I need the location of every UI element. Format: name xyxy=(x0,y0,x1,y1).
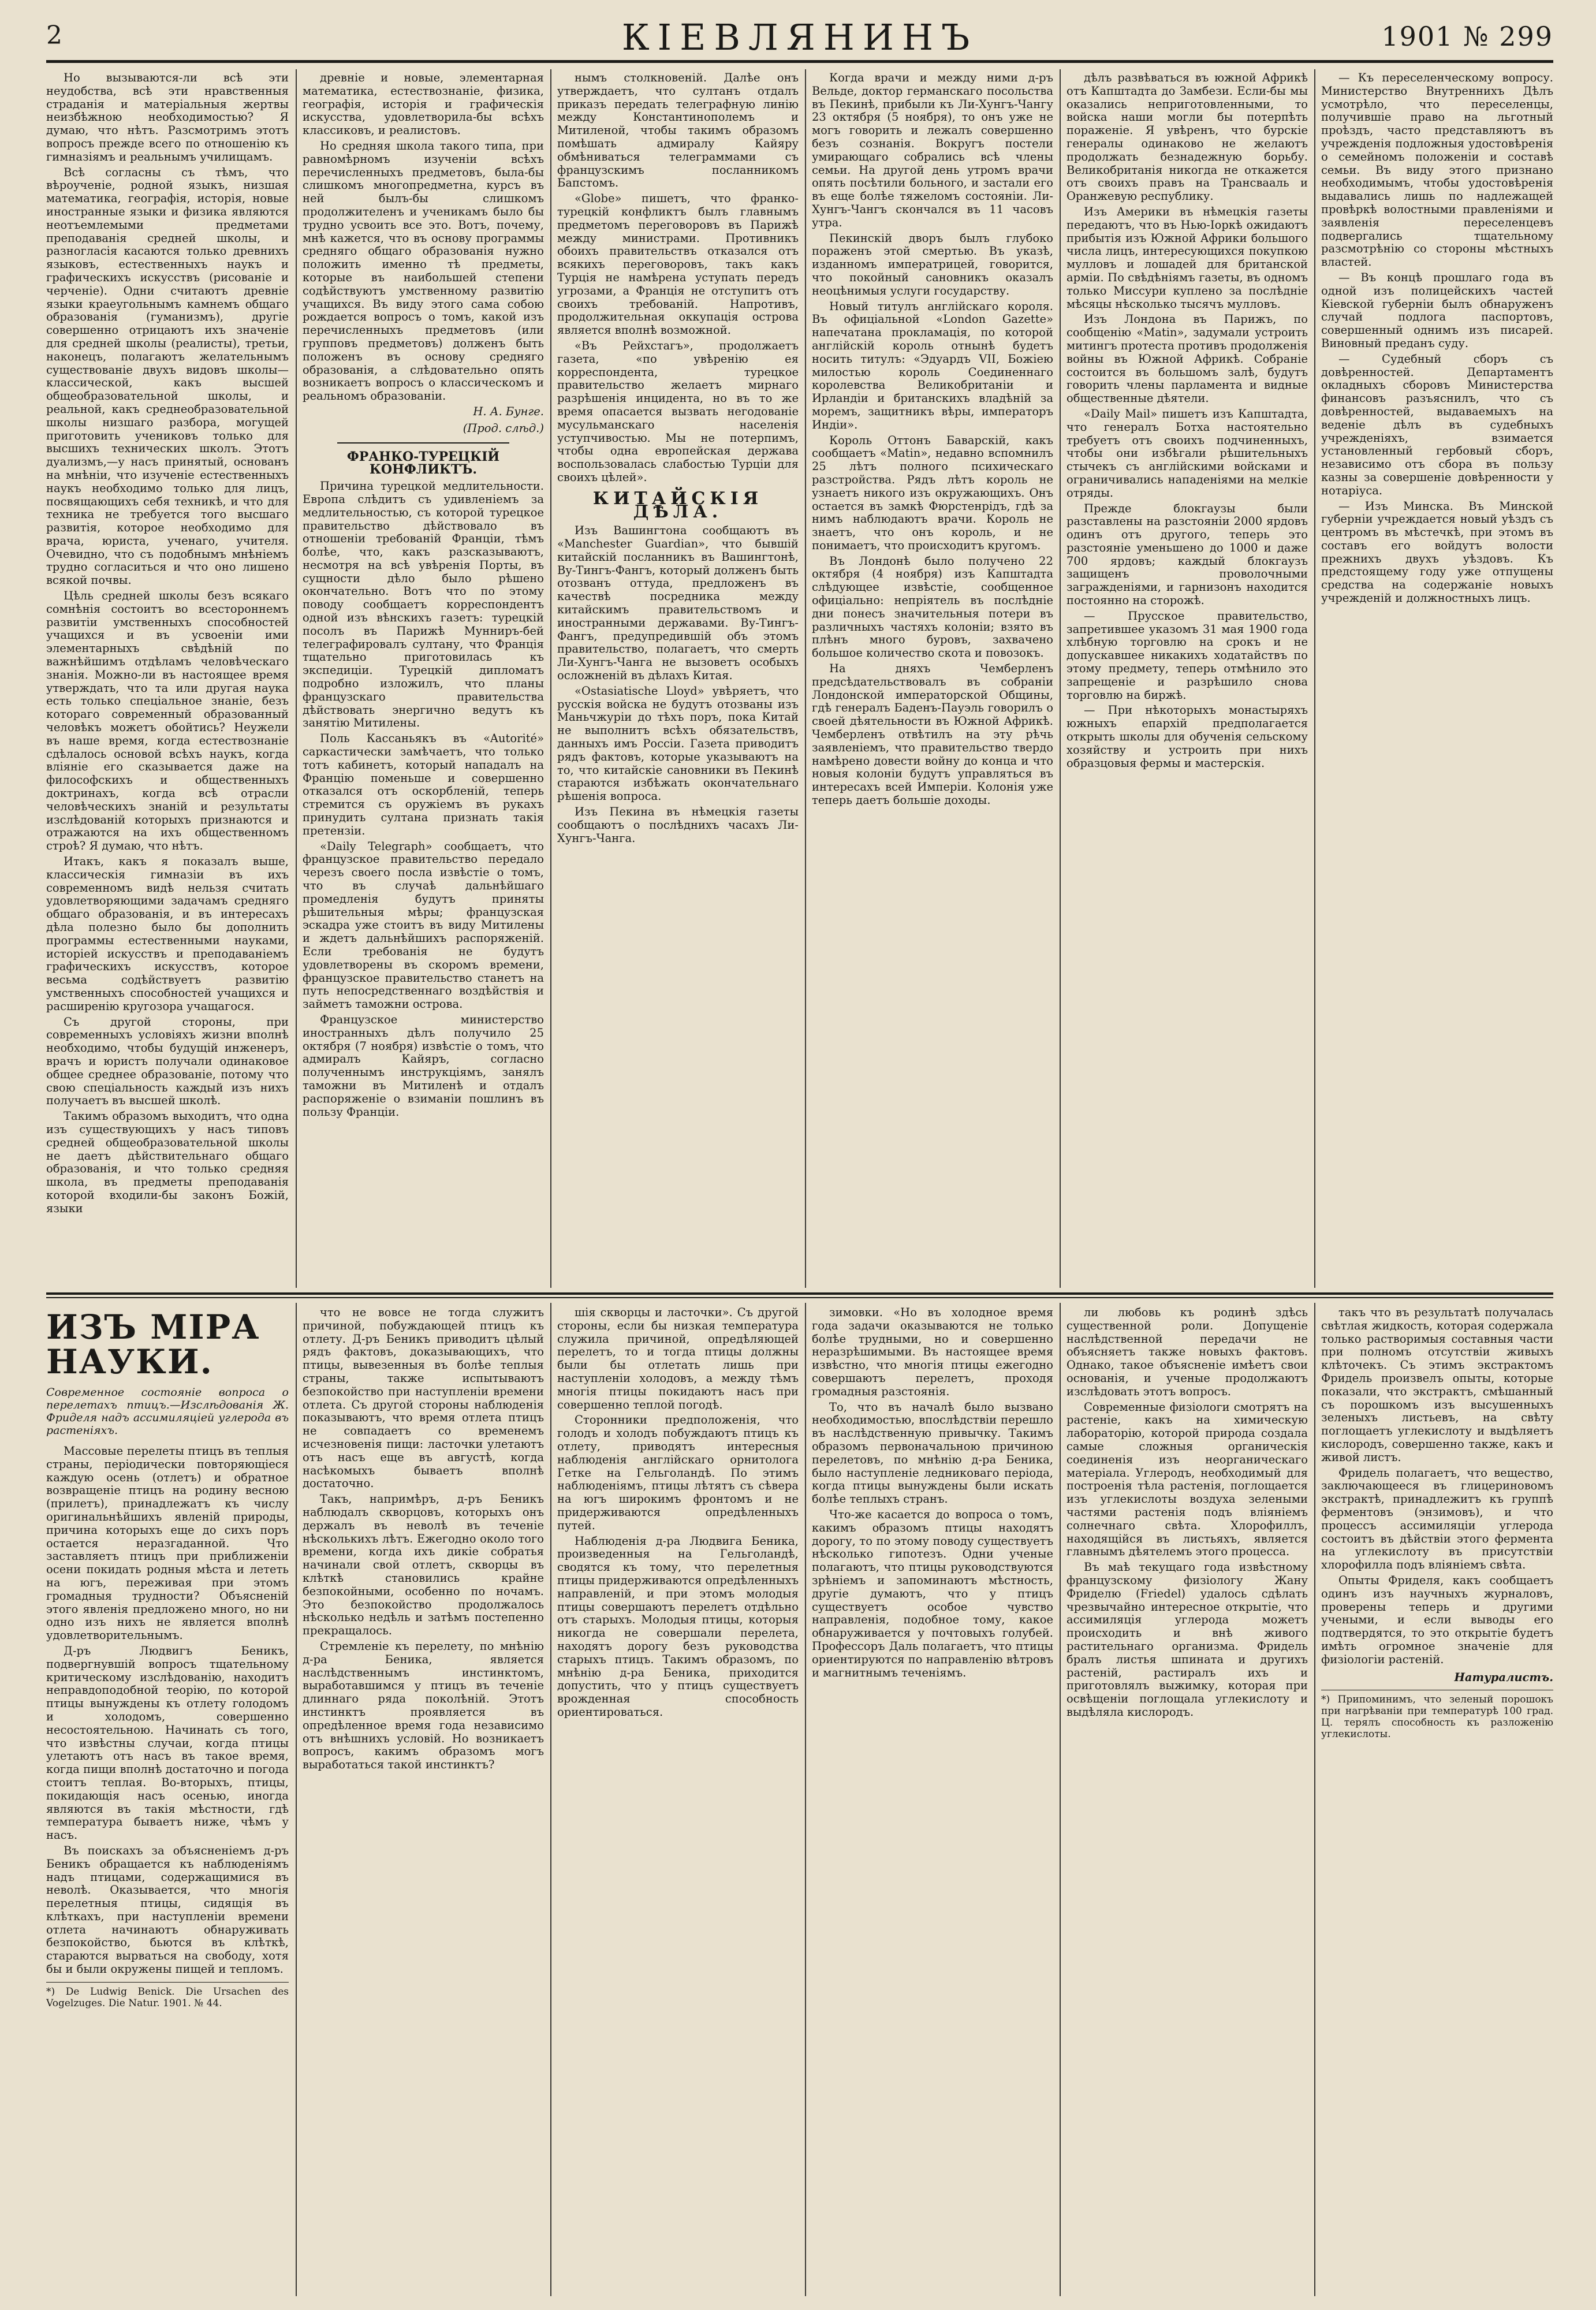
paragraph: Цѣль средней школы безъ всякаго сомнѣнія состоитъ во всестороннемъ развитіи умственныхъ способностей учащихся и въ усвоеніи ими элементарныхъ свѣдѣній по важнѣйшимъ отдѣламъ человѣческаго знанія. Можно-ли въ настоящее время утверждать, что та или другая наука есть только спеціальное знаніе, безъ котораго современный образованный человѣкъ можетъ обойтись? Неужели въ наше время, когда естествознаніе сдѣлалось основой всѣхъ наукъ, когда вліяніе его сказывается даже на философскихъ и общественныхъ доктринахъ, когда всѣ отрасли человѣческихъ знаній и результаты изслѣдованій которыхъ признаются и отражаются на ихъ общественномъ строѣ? Я думаю, что нѣтъ. xyxy=(46,589,289,853)
paragraph: Всѣ согласны съ тѣмъ, что вѣроученіе, родной языкъ, низшая математика, географія, исторія, новые иностранные языки и физика являются неотъемлемыми предметами преподаванія средней школы, и разногласія касаются только древнихъ языковъ, естественныхъ наукъ и графическихъ искусствъ (рисованіе и черченіе). Одни считаютъ древніе языки краеугольнымъ камнемъ общаго образованія (гуманизмъ), другіе совершенно отрицаютъ ихъ значеніе для средней школы (реалисты), третьи, наконецъ, полагаютъ желательнымъ существованіе двухъ видовъ школы—классической, какъ высшей общеобразовательной школы, и реальной, какъ среднеобразовательной школы низшаго разбора, могущей приготовить учениковъ только для высшихъ технических школъ. Этотъ дуализмъ,—у насъ принятый, основанъ на мнѣніи, что изученіе естественныхъ наукъ необходимо только для лицъ, посвящающихъ себя техникѣ, и что для техника не требуется того высшаго развитія, которое необходимо для врача, юриста, ученаго, учителя. Очевидно, что съ подобнымъ мнѣніемъ трудно согласиться и что оно лишено всякой почвы. xyxy=(46,165,289,587)
column-divider xyxy=(805,1303,806,2296)
paragraph: «Въ Рейхстагъ», продолжаетъ газета, «по увѣренію ея корреспондента, турецкое правительство желаетъ мирнаго разрѣшенія инцидента, но въ то же время опасается вызвать негодованіе мусульманскаго населенія уступчивостью. Мы не потерпимъ, чтобы одна европейская держава воспользовалась слабостью Турціи для своихъ цѣлей». xyxy=(557,338,799,484)
paragraph: Изъ Вашингтона сообщаютъ въ «Manchester Guardian», что бывшій китайскій посланникъ въ Вашингтонѣ, Ву-Тингъ-Фангъ, который долженъ быть отозванъ оттуда, предложенъ въ качествѣ посредника между китайскимъ правительствомъ и иностранными державами. Ву-Тингъ-Фангъ, предупредившій объ этомъ правительство, полагаетъ, что смерть Ли-Хунгъ-Чанга не вызоветъ особыхъ осложненій въ дѣлахъ Китая. xyxy=(557,524,799,683)
paragraph: Пекинскій дворъ былъ глубоко пораженъ этой смертью. Въ указѣ, изданномъ императрицей, говорится, что покойный сановникъ оказалъ неоцѣнимыя услуги государству. xyxy=(812,231,1053,297)
paragraph: Д-ръ Людвигъ Беникъ, подвергнувшій вопросъ тщательному критическому изслѣдованію, находитъ неправдоподобной теорію, по которой птицы вынуждены къ отлету голодомъ и холодомъ, совершенно несостоятельною. Начинать съ того, что извѣстны случаи, когда птицы улетаютъ отъ насъ въ такое время, когда пищи вполнѣ достаточно и погода стоитъ теплая. Во-вторыхъ, птицы, покидающія насъ осенью, иногда являются въ такія мѣстности, гдѣ температура бываетъ ниже, чѣмъ у насъ. xyxy=(46,1644,289,1842)
feuilleton-rule xyxy=(46,1292,1553,1295)
paragraph: Наблюденія д-ра Людвига Беника, произведенныя на Гельголандѣ, сводятся къ тому, что перелетныя птицы придерживаются опредѣленныхъ направленій, и при этомъ молодыя птицы совершаютъ перелетъ отдѣльно отъ старыхъ. Молодыя птицы, которыя никогда не совершали перелета, находятъ дорогу безъ руководства старыхъ птицъ. Такимъ образомъ, по мнѣнію д-ра Беника, приходится допустить, что у птицъ существуетъ врожденная способность ориентироваться. xyxy=(557,1534,799,1719)
paragraph: нымъ столкновеній. Далѣе онъ утверждаетъ, что султанъ отдалъ приказъ передать телеграфную линію между Константинополемъ и Митиленой, чтобы такимъ образомъ помѣшать адмиралу Кайяру обмѣниваться телеграммами съ французскимъ посланникомъ Бапстомъ. xyxy=(557,72,799,190)
paragraph: древніе и новые, элементарная математика, естествознаніе, физика, географія, исторія и графическія искусства, удовлетворила-бы всѣхъ классиковъ, и реалистовъ. xyxy=(303,72,544,137)
paragraph: шія скворцы и ласточки». Съ другой стороны, если бы низкая температура служила причиной, опредѣляющей перелетъ, то и тогда птицы должны были бы отлетать лишь при наступленіи холодовъ, а между тѣмъ многія птицы покидаютъ насъ при совершенно теплой погодѣ. xyxy=(557,1306,799,1411)
paragraph: — При нѣкоторыхъ монастыряхъ южныхъ епархій предполагается открыть школы для обученія сельскому хозяйству и устроить при нихъ образцовыя фермы и мастерскія. xyxy=(1067,703,1308,770)
column-divider xyxy=(1314,69,1315,1288)
column-divider xyxy=(1060,69,1061,1288)
paragraph: Опыты Фриделя, какъ сообщаетъ одинъ изъ научныхъ журналовъ, проверены теперь и другими учеными, и если выводы его подтвердятся, то это открытіе будетъ имѣть огромное значеніе для физіологіи растеній. xyxy=(1321,1573,1553,1666)
science-column-1 xyxy=(46,1306,289,2294)
paragraph: Такъ, напримѣръ, д-ръ Беникъ наблюдалъ скворцовъ, которыхъ онъ держалъ въ неволѣ въ теченіе нѣсколькихъ лѣтъ. Ежегодно около того времени, когда ихъ дикіе собратья начинали свой отлетъ, скворцы въ клѣткѣ становились крайне безпокойными, особенно по ночамъ. Это безпокойство продолжалось нѣсколько недѣль и затѣмъ постепенно прекращалось. xyxy=(303,1492,544,1638)
paragraph: «Daily Mail» пишетъ изъ Капштадта, что генералъ Ботха настоятельно требуетъ отъ своихъ подчиненныхъ, чтобы они избѣгали рѣшительныхъ стычекъ съ англійскими войсками и ограничивались нападеніями на мелкіе отряды. xyxy=(1067,407,1308,500)
paragraph: Итакъ, какъ я показалъ выше, классическія гимназіи въ ихъ современномъ видѣ нельзя считать удовлетворяющими задачамъ средняго общаго образованія, и въ интересахъ дѣла полезно было бы дополнить программы естественными науками, исторіей искусствъ и преподаваніемъ графическихъ искусствъ, которое весьма содѣйствуетъ развитію умственныхъ способностей учащихся и расширенію кругозора учащагося. xyxy=(46,855,289,1013)
paragraph: Массовые перелеты птицъ въ теплыя страны, періодически повторяющіеся каждую осень (отлетъ) и обратное возвращеніе птицъ на родину весною (прилетъ), принадлежатъ къ числу оригинальнѣйшихъ явленій природы, причина которыхъ еще до сихъ поръ остается неразгаданной. Что заставляетъ птицъ при приближеніи осени покидать родныя мѣста и лететь на югъ, переживая при этомъ громадныя трудности? Объясненій этого явленія предложено много, но ни одно изъ нихъ не является вполнѣ удовлетворительнымъ. xyxy=(46,1444,289,1642)
paragraph: зимовки. «Но въ холодное время года задачи оказываются не только болѣе трудными, но и совершенно неразрѣшимыми. Въ настоящее время извѣстно, что многія птицы ежегодно совершаютъ перелетъ, проходя громадныя разстоянія. xyxy=(812,1306,1053,1398)
paragraph: Изъ Пекина въ нѣмецкія газеты сообщаютъ о послѣднихъ часахъ Ли-Хунгъ-Чанга. xyxy=(557,805,799,845)
page-number: 2 xyxy=(46,21,62,50)
paragraph: Новый титулъ англійскаго короля. Въ офиціальной «London Gazette» напечатана прокламація, по которой англійскій король отнынѣ будетъ носить титулъ: «Эдуардъ VII, Божіею милостью король Соединеннаго королевства Великобританіи и Ирландіи и британскихъ владѣній за моремъ, защитникъ вѣры, императоръ Индіи». xyxy=(812,299,1053,431)
paragraph: Въ маѣ текущаго года извѣстному французскому физіологу Жану Фриделю (Friedel) удалось сдѣлать чрезвычайно интересное открытіе, что ассимиляція углерода можетъ происходить и внѣ живого растительнаго организма. Фридель бралъ листья шпината и другихъ растеній, растиралъ ихъ и приготовлялъ выжимку, которая при освѣщеніи поглощала углекислоту и выдѣляла кислородъ. xyxy=(1067,1560,1308,1719)
column-divider xyxy=(805,69,806,1288)
section-heading: КИТАЙСКІЯ ДѢЛА. xyxy=(592,488,763,522)
footnote: *) De Ludwig Benick. Die Ursachen des Vogelzuges. Die Natur. 1901. № 44. xyxy=(46,1982,289,2009)
footnote: *) Припоминимъ, что зеленый порошокъ при нагрѣваніи при температурѣ 100 град. Ц. терялъ способность къ разложенію углекислоты. xyxy=(1321,1690,1553,1740)
paragraph: Въ поискахъ за объясненіемъ д-ръ Беникъ обращается къ наблюденіямъ надъ птицами, содержащимися въ неволѣ. Оказывается, что многія перелетныя птицы, сидящія въ клѣткахъ, при наступленіи времени отлета начинаютъ обнаруживать безпокойство, бьются въ клѣткѣ, стараются вырваться на свободу, хотя бы и были окружены пищей и тепломъ. xyxy=(46,1843,289,1976)
column-divider xyxy=(1314,1303,1315,2296)
paragraph: что не вовсе не тогда служитъ причиной, побуждающей птицъ къ отлету. Д-ръ Беникъ приводитъ цѣлый рядъ фактовъ, доказывающихъ, что птицы, вывезенныя въ болѣе теплыя страны, также испытываютъ безпокойство при наступленіи времени отлета. Съ другой стороны наблюденія показываютъ, что время отлета птицъ не совпадаетъ со временемъ исчезновенія пищи: ласточки улетаютъ отъ насъ еще въ августѣ, когда насѣкомыхъ бываетъ вполнѣ достаточно. xyxy=(303,1306,544,1491)
column-divider xyxy=(550,69,551,1288)
paragraph: — Въ концѣ прошлаго года въ одной изъ полицейскихъ частей Кіевской губерніи былъ обнаруженъ случай подлога паспортовъ, совершенный однимъ изъ писарей. Виновный преданъ суду. xyxy=(1321,270,1553,350)
article-separator xyxy=(337,442,509,444)
paragraph: Когда врачи и между ними д-ръ Вельде, доктор германскаго посольства въ Пекинѣ, прибыли къ Ли-Хунгъ-Чангу 23 октября (5 ноября), то онъ уже не могъ говорить и лежалъ совершенно безъ сознанія. Вокругъ постели умирающаго собрались всѣ члены семьи. На другой день утромъ врачи опять посѣтили больного, и застали его въ еще болѣе тяжеломъ состояніи. Ли-Хунгъ-Чангъ скончался въ 11 часовъ утра. xyxy=(812,72,1053,229)
article-heading: ФРАНКО-ТУРЕЦКІЙ КОНФЛИКТЪ. xyxy=(346,449,500,478)
paragraph: Что-же касается до вопроса о томъ, какимъ образомъ птицы находятъ дорогу, то по этому поводу существуетъ нѣсколько гипотезъ. Одни ученые полагаютъ, что птицы руководствуются зрѣніемъ и запоминаютъ мѣстность, другіе думаютъ, что у птицъ существуетъ особое чувство направленія, подобное тому, какое обнаруживается у почтовыхъ голубей. Профессоръ Даль полагаетъ, что птицы ориентируются по направленію вѣтровъ и магнитнымъ теченіямъ. xyxy=(812,1507,1053,1679)
top-column-5 xyxy=(1067,72,1308,1284)
column-divider xyxy=(1060,1303,1061,2296)
top-column-3 xyxy=(557,72,799,1284)
paragraph: Сторонники предположенія, что голодъ и холодъ побуждаютъ птицъ къ отлету, приводятъ интересныя наблюденія англійскаго орнитолога Гетке на Гельголандѣ. По этимъ наблюденіямъ, птицы лѣтятъ съ сѣвера на югъ широкимъ фронтомъ и не придерживаются опредѣленныхъ путей. xyxy=(557,1413,799,1532)
paragraph: — Къ переселенческому вопросу. Министерство Внутреннихъ Дѣлъ усмотрѣло, что переселенцы, получившіе право на льготный проѣздъ, часто представляютъ въ учрежденія подложныя удостовѣренія о семейномъ положеніи и составѣ семьи. Въ виду этого признано необходимымъ, чтобы удостовѣренія выдавались лишь по надлежащей провѣркѣ волостными правленіями и заявленія переселенцевъ подвергались тщательному разсмотрѣнію со стороны мѣстныхъ властей. xyxy=(1321,72,1553,269)
paragraph: дѣлъ развѣваться въ южной Африкѣ отъ Капштадта до Замбези. Если-бы мы оказались неприготовленными, то войска наши могли бы потерпѣть пораженіе. Я увѣренъ, что бурскіе генералы одинаково не желаютъ продолжать безнадежную борьбу. Великобританія никогда не откажется отъ своихъ правъ на Трансвааль и Оранжевую республику. xyxy=(1067,72,1308,203)
masthead xyxy=(46,16,1553,57)
paragraph: Поль Кассаньякъ въ «Autorité» саркастически замѣчаетъ, что только тотъ кабинетъ, который нападалъ на Францію поменьше и совершенно отказался отъ оскорбленій, теперь стремится съ оружіемъ въ рукахъ принудить султана признать такія претензіи. xyxy=(303,732,544,837)
continued-note: (Прод. слѣд.) xyxy=(463,421,544,435)
paragraph: «Daily Telegraph» сообщаетъ, что французское правительство передало черезъ своего посла извѣстіе о томъ, что въ случаѣ дальнѣйшаго промедленія будутъ приняты рѣшительныя мѣры; французская эскадра уже стоитъ въ виду Митилены и ждетъ дальнѣйшихъ распоряженій. Если требованія не будутъ удовлетворены въ скоромъ времени, французское правительство станетъ на путь непосредственнаго воздѣйствія и займетъ таможни острова. xyxy=(303,839,544,1011)
paragraph: То, что въ началѣ было вызвано необходимостью, впослѣдствіи перешло въ наслѣдственную привычку. Такимъ образомъ первоначальною причиною перелетовъ, по мнѣнію д-ра Беника, было наступленіе ледниковаго періода, когда птицы вынуждены были искать болѣе теплыхъ странъ. xyxy=(812,1400,1053,1506)
top-column-1 xyxy=(46,72,289,1284)
column-divider xyxy=(296,69,297,1288)
paragraph: — Судебный сборъ съ довѣренностей. Департаментъ окладныхъ сборовъ Министерства финансовъ разъяснилъ, что съ довѣренностей, выдаваемыхъ на веденіе дѣлъ въ судебныхъ учрежденіяхъ, взимается установленный гербовый сборъ, независимо отъ сбора въ пользу казны за совершеніе довѣренности у нотаріуса. xyxy=(1321,352,1553,497)
paragraph: Причина турецкой медлительности. Европа слѣдитъ съ удивленіемъ за медлительностью, съ которой турецкое правительство дѣйствовало въ отношеніи требованій Франціи, тѣмъ болѣе, что, какъ разсказываютъ, несмотря на всѣ увѣренія Порты, въ сущности дѣло было рѣшено окончательно. Вотъ что по этому поводу сообщаетъ корреспондентъ одной изъ вѣнскихъ газетъ: турецкій посолъ въ Парижѣ Мунниръ-бей телеграфировалъ султану, что Франція тщательно приготовилась къ экспедиціи. Турецкій дипломатъ подробно изложилъ, что планы французскаго правительства дѣйствовать энергично ведутъ къ занятію Митилены. xyxy=(303,479,544,730)
paragraph: Стремленіе къ перелету, по мнѣнію д-ра Беника, является наслѣдственнымъ инстинктомъ, выработавшимся у птицъ въ теченіе длиннаго ряда поколѣній. Этотъ инстинктъ проявляется въ опредѣленное время года независимо отъ внѣшнихъ условій. Но возникаетъ вопросъ, какимъ образомъ могъ выработаться такой инстинктъ? xyxy=(303,1639,544,1772)
paragraph: Съ другой стороны, при современныхъ условіяхъ жизни вполнѣ необходимо, чтобы будущій инженеръ, врачъ и юристъ получали одинаковое общее среднее образованіе, потому что свою спеціальность каждый изъ нихъ получаетъ въ высшей школѣ. xyxy=(46,1015,289,1108)
paragraph: — Изъ Минска. Въ Минской губерніи учреждается новый уѣздъ съ центромъ въ мѣстечкѣ, при этомъ въ составъ его войдутъ волости прежнихъ двухъ уѣздовъ. Къ предстоящему году уже отпущены средства на содержаніе новыхъ учрежденій и должностныхъ лицъ. xyxy=(1321,499,1553,605)
paragraph: «Globe» пишетъ, что франко-турецкій конфликтъ былъ главнымъ предметомъ переговоровъ въ Парижѣ между министрами. Противникъ обоихъ правительствъ отказался отъ всякихъ переговоровъ, такъ какъ Турція не намѣрена уступать передъ угрозами, а Франція не отступитъ отъ своихъ требованій. Напротивъ, продолжительная оккупація острова является вполнѣ возможной. xyxy=(557,192,799,337)
author-signature: Н. А. Бунге. xyxy=(473,404,544,418)
paragraph: Изъ Америки въ нѣмецкія газеты передаютъ, что въ Нью-Іоркѣ ожидаютъ прибытія изъ Южной Африки большого числа лицъ, интересующихся покупкою мулловъ и лошадей для британской арміи. По свѣдѣніямъ газеты, въ одномъ только Миссури куплено за послѣдніе мѣсяцы нѣсколько тысячъ мулловъ. xyxy=(1067,204,1308,311)
science-column-6 xyxy=(1321,1306,1553,2294)
issue-number: 1901 № 299 xyxy=(1381,21,1553,52)
science-column-3 xyxy=(557,1306,799,2294)
feuilleton-title: ИЗЪ МІРА НАУКИ. xyxy=(46,1307,260,1381)
paragraph: Но средняя школа такого типа, при равномѣрномъ изученіи всѣхъ перечисленныхъ предметовъ, была-бы слишкомъ многопредметна, курсъ въ ней былъ-бы слишкомъ продолжителенъ и ученикамъ было бы трудно усвоить все это. Вотъ, почему, мнѣ кажется, что въ основу программы средняго общаго образованія нужно положить именно тѣ предметы, которые въ наибольшей степени содѣйствуютъ умственному развитію учащихся. Въ виду этого сама собою рождается вопросъ о томъ, какой изъ перечисленныхъ предметовъ (или групповъ предметовъ) долженъ быть положенъ въ основу средняго образованія, а слѣдовательно опять возникаетъ вопросъ о классическомъ и реальномъ образованіи. xyxy=(303,139,544,403)
paragraph: Современные физіологи смотрятъ на растеніе, какъ на химическую лабораторію, которой природа создала самые сложныя органическія соединенія изъ неорганическаго матеріала. Углеродъ, необходимый для построенія тѣла растенія, поглощается изъ углекислоты воздуха зелеными частями растенія подъ вліяніемъ солнечнаго свѣта. Хлорофиллъ, находящійся въ листьяхъ, является главнымъ дѣятелемъ этого процесса. xyxy=(1067,1400,1308,1559)
science-column-5 xyxy=(1067,1306,1308,2294)
paragraph: На дняхъ Чемберленъ предсѣдательствовалъ въ собраніи Лондонской императорской Общины, гдѣ генералъ Баденъ-Пауэль говорилъ о своей дѣятельности въ Южной Африкѣ. Чемберленъ отвѣтилъ на эту рѣчь заявленіемъ, что правительство твердо намѣрено довести войну до конца и что новыя колоніи будутъ управляться въ интересахъ всей Имперіи. Колонія уже теперь даетъ большіе доходы. xyxy=(812,662,1053,807)
feuilleton-rule-thin xyxy=(46,1297,1553,1298)
science-column-2 xyxy=(303,1306,544,2294)
paragraph: Фридель полагаетъ, что вещество, заключающееся въ глицериновомъ экстрактѣ, принадлежитъ къ группѣ ферментовъ (энзимовъ), и что процессъ ассимиляціи углерода состоитъ въ дѣйствіи этого фермента на углекислоту въ присутствіи хлорофилла подъ вліяніемъ свѣта. xyxy=(1321,1466,1553,1572)
paragraph: — Прусское правительство, запретившее указомъ 31 мая 1900 года хлѣбную торговлю на срокъ и не допускавшее никакихъ ходатайствъ по этому предмету, теперь отмѣнило это запрещеніе и разрѣшило снова торговлю на биржѣ. xyxy=(1067,609,1308,702)
paragraph: Французское министерство иностранныхъ дѣлъ получило 25 октября (7 ноября) извѣстіе о томъ, что адмиралъ Кайяръ, согласно полученнымъ инструкціямъ, занялъ таможни въ Митиленѣ и отдалъ распоряженіе о взиманіи пошлинъ въ пользу Франціи. xyxy=(303,1012,544,1119)
column-divider xyxy=(550,1303,551,2296)
science-column-4 xyxy=(812,1306,1053,2294)
newspaper-title: КІЕВЛЯНИНЪ xyxy=(621,16,978,58)
author-signature: Натуралистъ. xyxy=(1454,1670,1553,1684)
paragraph: такъ что въ результатѣ получалась свѣтлая жидкость, которая содержала только растворимыя составныя части при полномъ отсутствіи живыхъ клѣточекъ. Съ этимъ экстрактомъ Фридель произвелъ опыты, которые показали, что экстрактъ, смѣшанный съ порошкомъ изъ высушенныхъ зеленыхъ листьевъ, на свѣту поглощаетъ углекислоту и выдѣляетъ кислородъ, совершенно также, какъ и живой листъ. xyxy=(1321,1306,1553,1464)
paragraph: Но вызываются-ли всѣ эти неудобства, всѣ эти нравственныя страданія и матеріальныя жертвы неизбѣжною необходимостью? Я думаю, что нѣтъ. Разсмотримъ этотъ вопросъ прежде всего по отношенію къ гимназіямъ и реальнымъ училищамъ. xyxy=(46,72,289,163)
feuilleton-subtitle: Современное состояніе вопроса о перелетахъ птицъ.—Изслѣдованія Ж. Фриделя надъ ассимиляціей углерода въ растеніяхъ. xyxy=(46,1386,289,1437)
paragraph: «Ostasiatische Lloyd» увѣряетъ, что русскія войска не будутъ отозваны изъ Маньчжуріи до тѣхъ поръ, пока Китай не выполнитъ всѣхъ обязательствъ, данныхъ имъ Россіи. Газета приводитъ рядъ фактовъ, которые указываютъ на то, что китайскіе сановники въ Пекинѣ стараются избѣжать окончательнаго рѣшенія вопроса. xyxy=(557,684,799,803)
top-column-6 xyxy=(1321,72,1553,1284)
paragraph: ли любовь къ родинѣ здѣсь существенной роли. Допущеніе наслѣдственной передачи не объясняетъ также новыхъ фактовъ. Однако, такое объясненіе имѣетъ свои основанія, и ученые продолжаютъ изслѣдовать этотъ вопросъ. xyxy=(1067,1306,1308,1398)
paragraph: Такимъ образомъ выходитъ, что одна изъ существующихъ у насъ типовъ средней общеобразовательной школы не даетъ дѣйствительнаго общаго образованія, и что только средняя школа, въ предметы преподаванія которой входили-бы законъ Божій, языки xyxy=(46,1109,289,1215)
paragraph: Король Оттонъ Баварскій, какъ сообщаетъ «Matin», недавно вспомнилъ 25 лѣтъ полного психическаго разстройства. Рядъ лѣтъ король не узнаетъ никого изъ окружающихъ. Онъ остается въ замкѣ Фюрстенрідъ, гдѣ за нимъ наблюдаютъ врачи. Король не знаетъ, что онъ король, и не понимаетъ, что происходитъ кругомъ. xyxy=(812,433,1053,552)
paragraph: Въ Лондонѣ было получено 22 октября (4 ноября) изъ Капштадта слѣдующее извѣстіе, сообщенное офиціально: непріятель въ послѣдніе дни понесъ значительныя потери въ различныхъ частяхъ колоніи; взято въ плѣнъ много буровъ, захвачено большое количество скота и повозокъ. xyxy=(812,554,1053,660)
column-divider xyxy=(296,1303,297,2296)
top-column-4 xyxy=(812,72,1053,1284)
masthead-rule xyxy=(46,60,1553,63)
paragraph: Изъ Лондона въ Парижъ, по сообщенію «Matin», задумали устроить митингъ протеста противъ продолженія войны въ Южной Африкѣ. Собраніе состоится въ большомъ залѣ, будутъ говорить члены парламента и видные общественные дѣятели. xyxy=(1067,312,1308,405)
paragraph: Прежде блокгаузы были разставлены на разстояніи 2000 ярдовъ одинъ отъ другого, теперь это разстояніе уменьшено до 1000 и даже 700 ярдовъ; каждый блокгаузъ защищенъ проволочными загражденіями, и гарнизонъ находится постоянно на сторожѣ. xyxy=(1067,501,1308,608)
top-column-2 xyxy=(303,72,544,1284)
